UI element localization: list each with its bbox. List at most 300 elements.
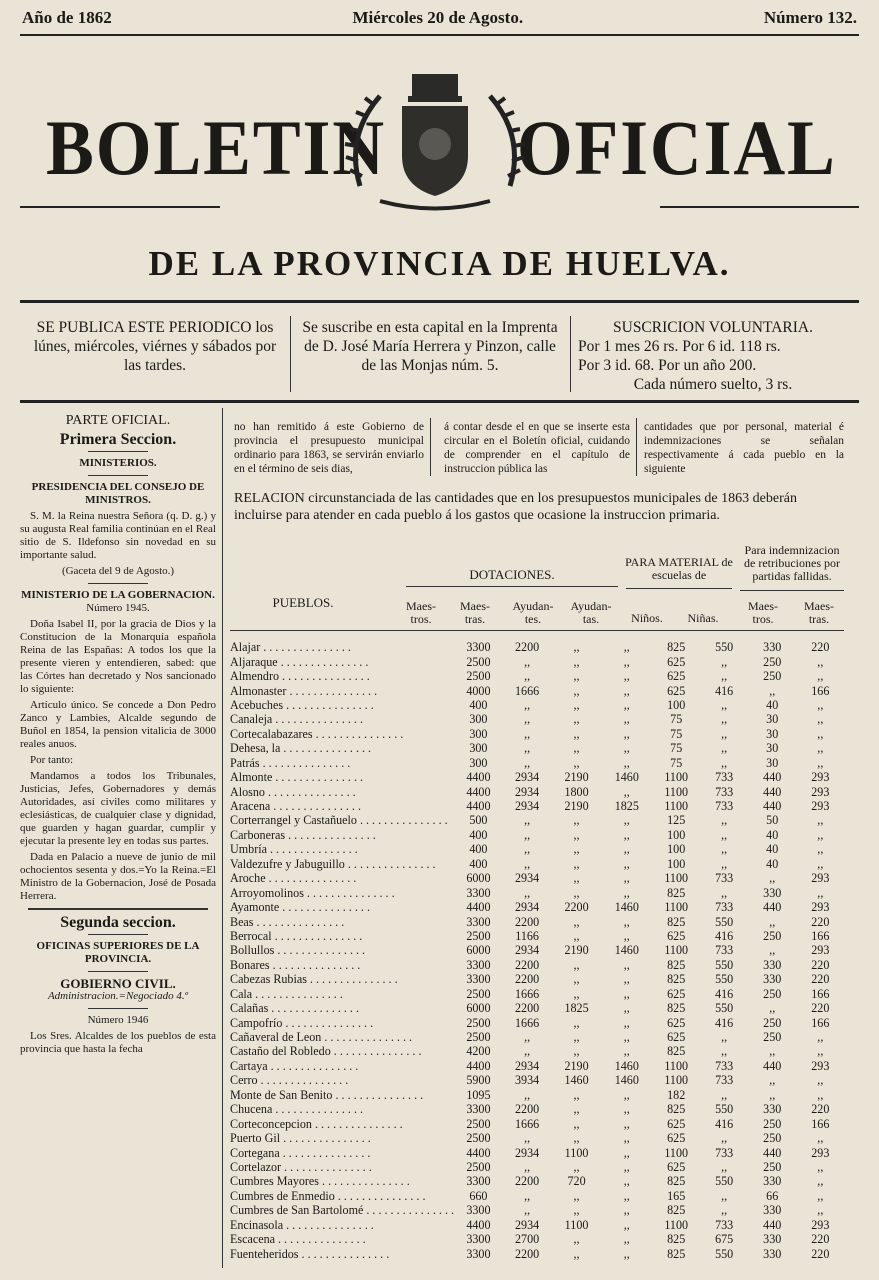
table-cell: ,, — [623, 1116, 630, 1131]
table-row — [230, 1088, 844, 1102]
table-cell: ,, — [623, 654, 630, 669]
table-cell: 550 — [715, 972, 734, 987]
table-row — [230, 712, 844, 726]
table-cell: ,, — [623, 1203, 630, 1218]
table-cell: 1460 — [614, 1058, 639, 1073]
table-cell: 2500 — [466, 928, 491, 943]
table-cell: 182 — [667, 1087, 686, 1102]
table-row — [230, 813, 844, 827]
table-cell: 2500 — [466, 986, 491, 1001]
table-cell: 330 — [763, 885, 782, 900]
table-cell: ,, — [573, 712, 580, 727]
gobierno-civil-heading: GOBIERNO CIVIL. — [60, 976, 176, 991]
table-cell: 293 — [811, 900, 830, 915]
pueblo-name: Corteconcepcion . . . . . . . . . . . . . . . — [230, 1116, 403, 1131]
pueblo-name: Aracena . . . . . . . . . . . . . . . — [230, 799, 361, 814]
table-cell: ,, — [573, 654, 580, 669]
table-cell: ,, — [769, 1044, 776, 1059]
table-cell: ,, — [573, 871, 580, 886]
pueblo-name: Almonte . . . . . . . . . . . . . . . — [230, 770, 364, 785]
table-cell: 733 — [715, 943, 734, 958]
table-cell: 1666 — [515, 1015, 540, 1030]
rule — [406, 586, 618, 587]
table-cell: ,, — [573, 842, 580, 857]
table-cell: 250 — [763, 1030, 782, 1045]
coat-of-arms-icon — [340, 66, 530, 216]
pueblo-name: Berrocal . . . . . . . . . . . . . . . — [230, 928, 363, 943]
table-row — [230, 698, 844, 712]
table-cell: 66 — [766, 1188, 779, 1203]
dotaciones-table — [230, 640, 844, 1261]
header-ninos: Niños. — [631, 611, 663, 625]
pueblo-name: Encinasola . . . . . . . . . . . . . . . — [230, 1217, 374, 1232]
table-cell: ,, — [623, 827, 630, 842]
table-cell: 825 — [667, 1174, 686, 1189]
table-cell: 166 — [811, 683, 830, 698]
table-cell: 825 — [667, 914, 686, 929]
table-cell: ,, — [573, 986, 580, 1001]
table-cell: ,, — [817, 1030, 824, 1045]
table-row — [230, 1131, 844, 1145]
masthead-top-line — [22, 6, 857, 30]
table-cell: 1100 — [564, 1217, 589, 1232]
table-row — [230, 1073, 844, 1087]
table-cell: 2200 — [515, 972, 540, 987]
table-cell: ,, — [623, 813, 630, 828]
table-cell: ,, — [623, 1044, 630, 1059]
table-cell: ,, — [524, 712, 531, 727]
table-cell: 416 — [715, 986, 734, 1001]
header-ayudantas: Ayudan-tas. — [570, 599, 612, 626]
table-cell: 400 — [469, 827, 488, 842]
paragraph-5: Mandamos a todos los Tribunales, Justicias, Jefes, Gobernadores y demás Autoridades, así civiles como militares y eclesiásticas, de cualquier clase y dignidad, que guarden y hagan guardar, cumplir y ejecutar la presente ley en todas sus partes. — [20, 770, 216, 847]
table-cell: ,, — [623, 1030, 630, 1045]
table-cell: 3300 — [466, 972, 491, 987]
table-cell: ,, — [623, 640, 630, 655]
table-cell: ,, — [721, 1087, 728, 1102]
table-cell: ,, — [524, 726, 531, 741]
price-line-1: Por 1 mes 26 rs. Por 6 id. 118 rs. — [578, 338, 781, 355]
pueblo-name: Cala . . . . . . . . . . . . . . . — [230, 986, 343, 1001]
rule — [88, 451, 148, 452]
table-cell: 3300 — [466, 640, 491, 655]
table-cell: 625 — [667, 1131, 686, 1146]
table-cell: 400 — [469, 842, 488, 857]
table-cell: 3300 — [466, 1246, 491, 1261]
table-cell: ,, — [817, 726, 824, 741]
table-cell: ,, — [573, 856, 580, 871]
pueblo-name: Aljaraque . . . . . . . . . . . . . . . — [230, 654, 369, 669]
table-cell: 550 — [715, 1174, 734, 1189]
table-cell: 625 — [667, 1030, 686, 1045]
table-cell: 2200 — [564, 900, 589, 915]
table-cell: 2200 — [515, 1246, 540, 1261]
table-row — [230, 1001, 844, 1015]
title-right: OFICIAL — [517, 104, 837, 191]
table-cell: 2500 — [466, 1116, 491, 1131]
table-cell: 220 — [811, 914, 830, 929]
rule — [88, 934, 148, 935]
table-cell: ,, — [769, 943, 776, 958]
pueblo-name: Cañaveral de Leon . . . . . . . . . . . . . . . — [230, 1030, 413, 1045]
table-cell: 733 — [715, 1217, 734, 1232]
table-cell: 2934 — [515, 784, 540, 799]
table-cell: 733 — [715, 1145, 734, 1160]
table-row — [230, 943, 844, 957]
subtitle: DE LA PROVINCIA DE HUELVA. — [148, 244, 731, 283]
table-cell: 1100 — [664, 1145, 689, 1160]
table-cell: ,, — [623, 1159, 630, 1174]
pueblo-name: Acebuches . . . . . . . . . . . . . . . — [230, 697, 374, 712]
table-cell: ,, — [573, 640, 580, 655]
table-cell: 825 — [667, 640, 686, 655]
table-cell: ,, — [623, 972, 630, 987]
table-cell: ,, — [573, 827, 580, 842]
table-cell: 416 — [715, 683, 734, 698]
table-cell: ,, — [623, 741, 630, 756]
table-row — [230, 1015, 844, 1029]
pueblo-name: Almendro . . . . . . . . . . . . . . . — [230, 669, 370, 684]
table-cell: ,, — [721, 1044, 728, 1059]
price-line-3: Cada número suelto, 3 rs. — [633, 376, 793, 393]
segunda-seccion: Segunda seccion. — [60, 914, 176, 931]
table-cell: 75 — [670, 755, 683, 770]
table-cell: 2200 — [515, 1174, 540, 1189]
table-cell: 1100 — [664, 799, 689, 814]
table-row — [230, 741, 844, 755]
table-cell: ,, — [623, 928, 630, 943]
table-cell: 250 — [763, 986, 782, 1001]
table-cell: 625 — [667, 683, 686, 698]
table-cell: 625 — [667, 1159, 686, 1174]
table-cell: 440 — [763, 784, 782, 799]
table-cell: 550 — [715, 1102, 734, 1117]
table-cell: ,, — [623, 871, 630, 886]
table-cell: 2190 — [564, 770, 589, 785]
table-cell: 550 — [715, 640, 734, 655]
table-cell: 625 — [667, 986, 686, 1001]
table-cell: 625 — [667, 654, 686, 669]
table-row — [230, 1174, 844, 1188]
header-dotaciones: DOTACIONES. — [469, 567, 555, 582]
table-cell: ,, — [721, 741, 728, 756]
table-cell: ,, — [573, 741, 580, 756]
table-cell: 825 — [667, 1246, 686, 1261]
table-cell: 2500 — [466, 1015, 491, 1030]
table-cell: 1095 — [466, 1087, 491, 1102]
table-cell: 2500 — [466, 1159, 491, 1174]
header-ind-maestros: Maes-tros. — [748, 599, 778, 626]
table-row — [230, 871, 844, 885]
table-cell: 100 — [667, 827, 686, 842]
pueblo-name: Monte de San Benito . . . . . . . . . . . . . . . — [230, 1087, 424, 1102]
table-cell: 1666 — [515, 986, 540, 1001]
table-cell: ,, — [573, 1030, 580, 1045]
table-cell: 550 — [715, 1001, 734, 1016]
intro-col-2: á contar desde el en que se inserte esta circular en el Boletín oficial, cuidando de comprender en el capítulo de instruccion pública las — [444, 421, 630, 475]
table-cell: ,, — [623, 1102, 630, 1117]
table-row — [230, 1145, 844, 1159]
paragraph-4: Por tanto: — [30, 754, 74, 766]
table-cell: ,, — [769, 871, 776, 886]
table-cell: 733 — [715, 1073, 734, 1088]
table-cell: 1460 — [564, 1073, 589, 1088]
table-cell: ,, — [721, 712, 728, 727]
table-cell: 330 — [763, 972, 782, 987]
table-cell: ,, — [524, 1203, 531, 1218]
table-row — [230, 987, 844, 1001]
pueblo-name: Alosno . . . . . . . . . . . . . . . — [230, 784, 356, 799]
table-cell: ,, — [721, 1030, 728, 1045]
table-row — [230, 1102, 844, 1116]
table-cell: 3300 — [466, 1232, 491, 1247]
table-cell: ,, — [623, 1217, 630, 1232]
table-cell: 1166 — [515, 928, 539, 943]
table-cell: ,, — [769, 1073, 776, 1088]
table-cell: ,, — [817, 755, 824, 770]
table-cell: 2700 — [515, 1232, 540, 1247]
table-cell: ,, — [573, 697, 580, 712]
table-cell: 2200 — [515, 1001, 540, 1016]
table-cell: ,, — [721, 813, 728, 828]
table-cell: ,, — [524, 755, 531, 770]
table-cell: 4400 — [466, 1058, 491, 1073]
relacion-heading: RELACION circunstanciada de las cantidades que en los presupuestos municipales de 1863 deberán incluirse para atender en cada pueblo á los gastos que ocasione la instruccion primaria. — [234, 491, 797, 523]
table-cell: 50 — [766, 813, 779, 828]
rule — [740, 590, 844, 591]
table-cell: 2200 — [515, 640, 540, 655]
table-cell: 1100 — [664, 943, 689, 958]
pueblo-name: Bollullos . . . . . . . . . . . . . . . — [230, 943, 366, 958]
table-cell: 4000 — [466, 683, 491, 698]
table-cell: 625 — [667, 669, 686, 684]
table-cell: 625 — [667, 1015, 686, 1030]
table-cell: 733 — [715, 871, 734, 886]
table-cell: ,, — [524, 654, 531, 669]
table-row — [230, 1030, 844, 1044]
table-cell: 1460 — [614, 1073, 639, 1088]
table-cell: 250 — [763, 1131, 782, 1146]
table-cell: 220 — [811, 1102, 830, 1117]
ministerio-heading: MINISTERIO DE LA GOBERNACION. — [21, 589, 215, 601]
table-cell: 720 — [567, 1174, 586, 1189]
table-cell: ,, — [769, 1001, 776, 1016]
table-cell: 300 — [469, 726, 488, 741]
table-cell: 440 — [763, 1145, 782, 1160]
table-cell: 416 — [715, 1015, 734, 1030]
table-cell: 2934 — [515, 1145, 540, 1160]
pueblo-name: Cumbres de Enmedio . . . . . . . . . . . . . . . — [230, 1188, 426, 1203]
header-ayudantes: Ayudan-tes. — [512, 599, 554, 626]
table-cell: ,, — [623, 986, 630, 1001]
table-cell: ,, — [573, 1188, 580, 1203]
table-cell: 2934 — [515, 943, 540, 958]
pueblo-name: Cabezas Rubias . . . . . . . . . . . . . . . — [230, 972, 398, 987]
table-row — [230, 640, 844, 654]
table-cell: 1100 — [664, 770, 689, 785]
divider-1 — [290, 316, 291, 392]
table-cell: 293 — [811, 1145, 830, 1160]
table-cell: 2500 — [466, 669, 491, 684]
table-cell: 4400 — [466, 770, 491, 785]
table-cell: ,, — [524, 827, 531, 842]
table-cell: 4200 — [466, 1044, 491, 1059]
table-cell: 6000 — [466, 943, 491, 958]
table-cell: ,, — [573, 1087, 580, 1102]
table-cell: ,, — [623, 1188, 630, 1203]
rule — [88, 1008, 148, 1009]
header-ind-maestras: Maes-tras. — [804, 599, 834, 626]
table-cell: ,, — [524, 1044, 531, 1059]
table-cell: ,, — [573, 1102, 580, 1117]
table-cell: 825 — [667, 957, 686, 972]
table-cell: ,, — [817, 842, 824, 857]
table-cell: ,, — [573, 1232, 580, 1247]
table-cell: ,, — [817, 856, 824, 871]
table-cell: 2934 — [515, 770, 540, 785]
table-cell: ,, — [721, 885, 728, 900]
table-row — [230, 900, 844, 914]
table-cell: 2190 — [564, 1058, 589, 1073]
table-row — [230, 1232, 844, 1246]
pueblo-name: Cartaya . . . . . . . . . . . . . . . — [230, 1058, 359, 1073]
table-cell: ,, — [623, 726, 630, 741]
header-rule — [20, 300, 859, 303]
table-cell: 2190 — [564, 943, 589, 958]
table-cell: 166 — [811, 1015, 830, 1030]
table-cell: 4400 — [466, 799, 491, 814]
table-cell: ,, — [524, 813, 531, 828]
table-cell: 250 — [763, 669, 782, 684]
table-cell: ,, — [623, 842, 630, 857]
pueblo-name: Cumbres de San Bartolomé . . . . . . . . . . . . . . . — [230, 1203, 455, 1218]
table-cell: 293 — [811, 943, 830, 958]
table-cell: 550 — [715, 914, 734, 929]
table-cell: 440 — [763, 770, 782, 785]
table-row — [230, 1160, 844, 1174]
table-cell: ,, — [623, 669, 630, 684]
table-cell: 30 — [766, 741, 779, 756]
table-cell: ,, — [573, 813, 580, 828]
table-cell: 30 — [766, 726, 779, 741]
table-row — [230, 857, 844, 871]
header-maestros: Maes-tros. — [406, 599, 436, 626]
presidencia-heading: PRESIDENCIA DEL CONSEJO DE MINISTROS. — [31, 481, 205, 506]
table-cell: 166 — [811, 986, 830, 1001]
table-cell: 100 — [667, 697, 686, 712]
table-cell: 300 — [469, 712, 488, 727]
publication-info: SE PUBLICA ESTE PERIODICO los lúnes, miércoles, viérnes y sábados por las tardes. — [33, 319, 277, 374]
pueblo-name: Patrás . . . . . . . . . . . . . . . — [230, 755, 351, 770]
table-cell: ,, — [817, 1087, 824, 1102]
table-cell: ,, — [623, 957, 630, 972]
table-cell: 40 — [766, 697, 779, 712]
table-cell: ,, — [623, 1087, 630, 1102]
table-cell: 250 — [763, 1159, 782, 1174]
table-cell: ,, — [573, 885, 580, 900]
table-cell: 330 — [763, 1102, 782, 1117]
table-cell: 825 — [667, 972, 686, 987]
table-cell: ,, — [573, 1015, 580, 1030]
table-cell: 733 — [715, 784, 734, 799]
table-cell: ,, — [573, 957, 580, 972]
table-cell: 2200 — [515, 914, 540, 929]
table-cell: 3300 — [466, 1102, 491, 1117]
table-cell: 2200 — [515, 957, 540, 972]
table-cell: ,, — [817, 813, 824, 828]
table-cell: ,, — [623, 1246, 630, 1261]
table-cell: ,, — [721, 669, 728, 684]
intro-divider-1 — [430, 418, 431, 476]
table-cell: 75 — [670, 741, 683, 756]
table-cell: 440 — [763, 1217, 782, 1232]
table-cell: ,, — [769, 1087, 776, 1102]
table-cell: 1460 — [614, 943, 639, 958]
table-cell: ,, — [623, 784, 630, 799]
administracion-line: Administracion.=Negociado 4.º — [47, 990, 189, 1002]
header-pueblos: PUEBLOS. — [272, 595, 334, 610]
table-cell: 220 — [811, 1232, 830, 1247]
title-left: BOLETIN — [46, 104, 386, 191]
table-cell: 4400 — [466, 900, 491, 915]
table-cell: ,, — [573, 1044, 580, 1059]
table-cell: 625 — [667, 1116, 686, 1131]
table-cell: ,, — [721, 726, 728, 741]
table-cell: ,, — [721, 1188, 728, 1203]
table-cell: ,, — [573, 1203, 580, 1218]
table-cell: 733 — [715, 770, 734, 785]
table-cell: ,, — [817, 827, 824, 842]
table-cell: ,, — [817, 669, 824, 684]
table-cell: 250 — [763, 1015, 782, 1030]
table-row — [230, 770, 844, 784]
table-cell: ,, — [524, 741, 531, 756]
table-row — [230, 842, 844, 856]
table-cell: 1460 — [614, 770, 639, 785]
paragraph-3: Artículo único. Se concede a Don Pedro Zanco y Lambies, Alcalde segundo de Buñol en 1854, la pension vitalicia de 3000 reales anuos. — [20, 699, 216, 750]
table-cell: 6000 — [466, 871, 491, 886]
table-cell: 550 — [715, 957, 734, 972]
oficinas-heading: OFICINAS SUPERIORES DE LA PROVINCIA. — [36, 940, 200, 965]
pueblo-name: Cortegana . . . . . . . . . . . . . . . — [230, 1145, 371, 1160]
table-cell: 220 — [811, 957, 830, 972]
table-cell: 293 — [811, 799, 830, 814]
table-row — [230, 669, 844, 683]
pueblo-name: Aroche . . . . . . . . . . . . . . . — [230, 871, 357, 886]
table-cell: 250 — [763, 928, 782, 943]
info-rule — [20, 400, 859, 403]
table-cell: 3300 — [466, 1203, 491, 1218]
pueblo-name: Bonares . . . . . . . . . . . . . . . — [230, 957, 361, 972]
table-cell: 250 — [763, 654, 782, 669]
table-cell: 400 — [469, 697, 488, 712]
table-cell: ,, — [573, 914, 580, 929]
table-cell: ,, — [623, 1131, 630, 1146]
table-row — [230, 799, 844, 813]
pueblo-name: Cerro . . . . . . . . . . . . . . . — [230, 1073, 349, 1088]
table-cell: ,, — [817, 1131, 824, 1146]
table-cell: 1460 — [614, 900, 639, 915]
table-cell: ,, — [817, 1044, 824, 1059]
table-cell: 1666 — [515, 1116, 540, 1131]
table-cell: ,, — [721, 697, 728, 712]
paragraph-7: Los Sres. Alcaldes de los pueblos de esta provincia que hasta la fecha — [20, 1030, 216, 1055]
table-cell: 1100 — [664, 1217, 689, 1232]
table-cell: ,, — [817, 741, 824, 756]
table-cell: ,, — [524, 1131, 531, 1146]
table-cell: 440 — [763, 1058, 782, 1073]
table-cell: 4400 — [466, 1145, 491, 1160]
